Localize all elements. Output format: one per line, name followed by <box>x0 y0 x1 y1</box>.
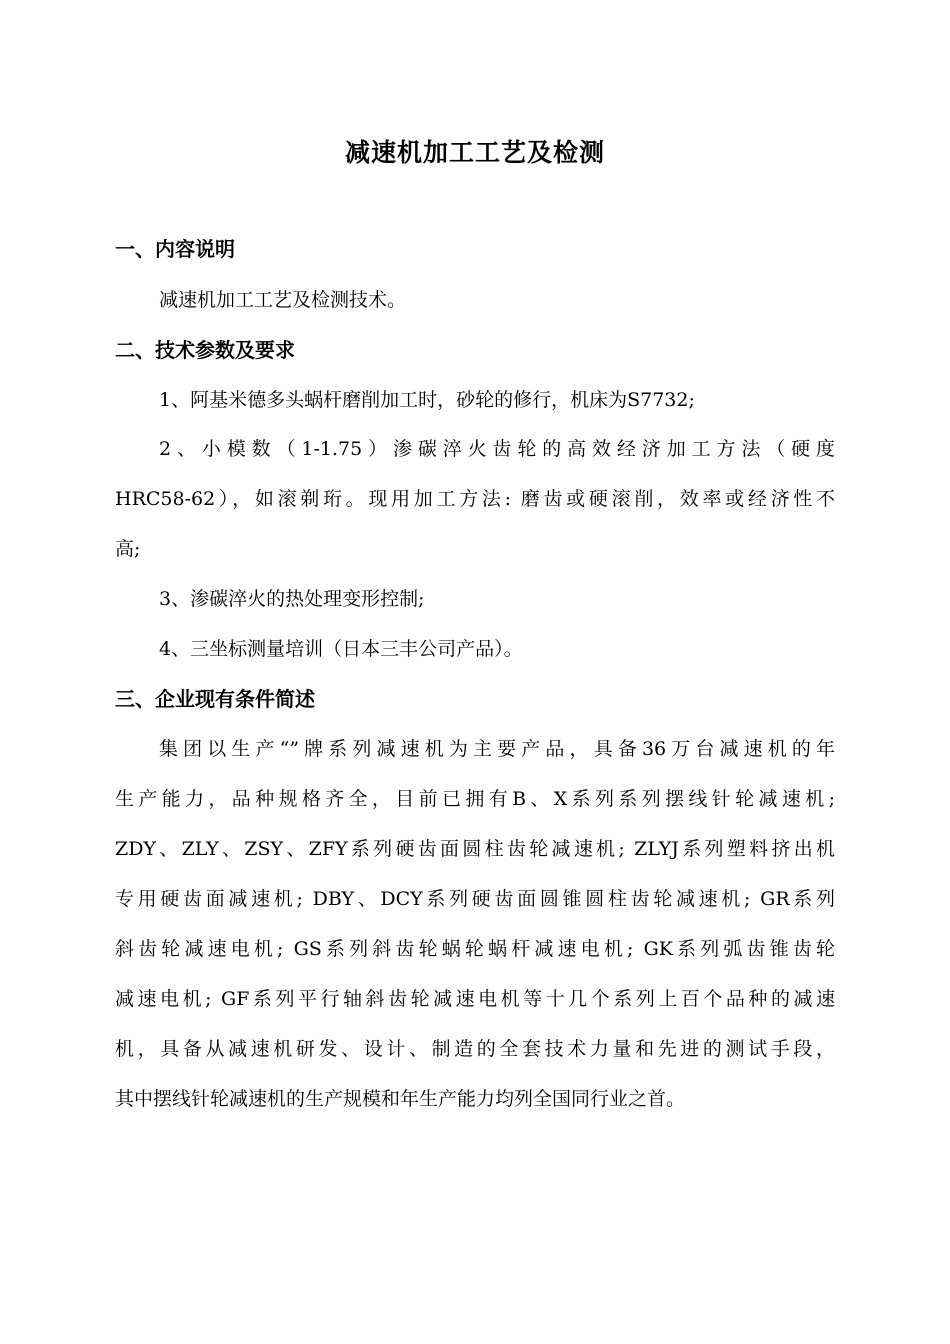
paragraph-line: 斜齿轮减速电机; GS系列斜齿轮蜗轮蜗杆减速电机; GK系列弧齿锥齿轮 <box>115 938 835 960</box>
section-heading-3: 三、企业现有条件简述 <box>115 687 315 711</box>
paragraph-line: ZDY、ZLY、ZSY、ZFY系列硬齿面圆柱齿轮减速机; ZLYJ系列塑料挤出机 <box>115 838 835 860</box>
paragraph-line: 集团以生产“”牌系列减速机为主要产品，具备36万台减速机的年 <box>159 738 835 760</box>
paragraph-line: 其中摆线针轮减速机的生产规模和年生产能力均列全国同行业之首。 <box>115 1088 686 1110</box>
paragraph-line: 3、渗碳淬火的热处理变形控制; <box>159 588 425 610</box>
paragraph-line: 2、小模数（1-1.75）渗碳淬火齿轮的高效经济加工方法（硬度 <box>159 438 835 460</box>
paragraph-line: 减速电机; GF系列平行轴斜齿轮减速电机等十几个系列上百个品种的减速 <box>115 988 835 1010</box>
document-title: 减速机加工工艺及检测 <box>344 138 605 167</box>
paragraph-line: 1、阿基米德多头蜗杆磨削加工时，砂轮的修行，机床为S7732; <box>159 389 695 411</box>
paragraph-line: 高; <box>115 538 141 560</box>
paragraph-line: 生产能力，品种规格齐全，目前已拥有B、X系列系列摆线针轮减速机; <box>115 788 835 810</box>
paragraph-line: 专用硬齿面减速机; DBY、DCY系列硬齿面圆锥圆柱齿轮减速机; GR系列 <box>115 888 835 910</box>
paragraph-line: 机，具备从减速机研发、设计、制造的全套技术力量和先进的测试手段， <box>115 1038 835 1060</box>
paragraph-line: 减速机加工工艺及检测技术。 <box>159 289 407 311</box>
paragraph-line: HRC58-62），如滚剃珩。现用加工方法: 磨齿或硬滚削，效率或经济性不 <box>115 488 835 510</box>
section-heading-1: 一、内容说明 <box>115 237 235 261</box>
paragraph-line: 4、三坐标测量培训（日本三丰公司产品）。 <box>159 638 523 660</box>
section-heading-2: 二、技术参数及要求 <box>115 338 295 362</box>
